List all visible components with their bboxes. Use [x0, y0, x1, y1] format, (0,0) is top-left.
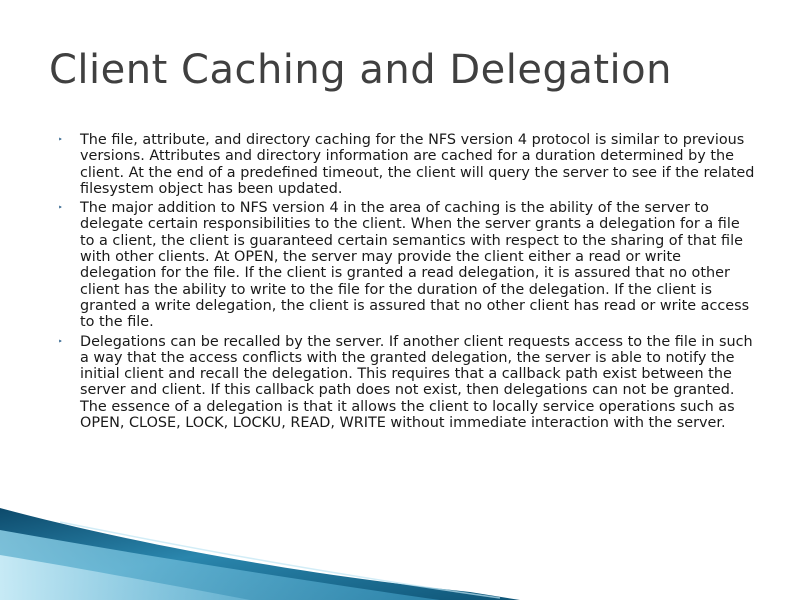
bullet-text: The major addition to NFS version 4 in the area of caching is the ability of the server to delegate certain responsibilities to the client. When the server grants a delegation for a file to a client, the client is guaranteed certain semantics with respect to the sharing of that file with other clients. At OPEN, the server may provide the client either a read or write delegation for the file. If the client is granted a read delegation, it is assured that no other client has the ability to write to the file for the duration of the delegation. If the client is granted a write delegation, the client is assured that no other client has read or write access to the file.	[80, 200, 750, 331]
bullet-text: Delegations can be recalled by the server. If another client requests access to the file in such a way that the access conflicts with the granted delegation, the server is able to notify the initial client and recall the delegation. This requires that a callback path exist between the server and client. If this callback path does not exist, then delegations can not be granted. The essence of a delegation is that it allows the client to locally service operations such as OPEN, CLOSE, LOCK, LOCKU, READ, WRITE without immediate interaction with the server.	[80, 333, 753, 432]
decorative-wave-graphic	[0, 500, 800, 600]
bullet-item	[56, 334, 756, 432]
bullet-item	[56, 200, 756, 330]
bullet-marker-icon: ‣	[58, 203, 63, 213]
bullet-list	[56, 132, 756, 434]
bullet-marker-icon: ‣	[58, 336, 63, 346]
bullet-marker-icon: ‣	[58, 135, 63, 144]
bullet-item	[56, 132, 756, 197]
slide-title: Client Caching and Delegation	[49, 47, 672, 93]
bullet-text: The file, attribute, and directory caching for the NFS version 4 protocol is similar to previous versions. Attributes and directory information are cached for a duration determined by the client. At the end of a predefined timeout, the client will query the server to see if the related filesystem object has been updated.	[80, 132, 755, 197]
